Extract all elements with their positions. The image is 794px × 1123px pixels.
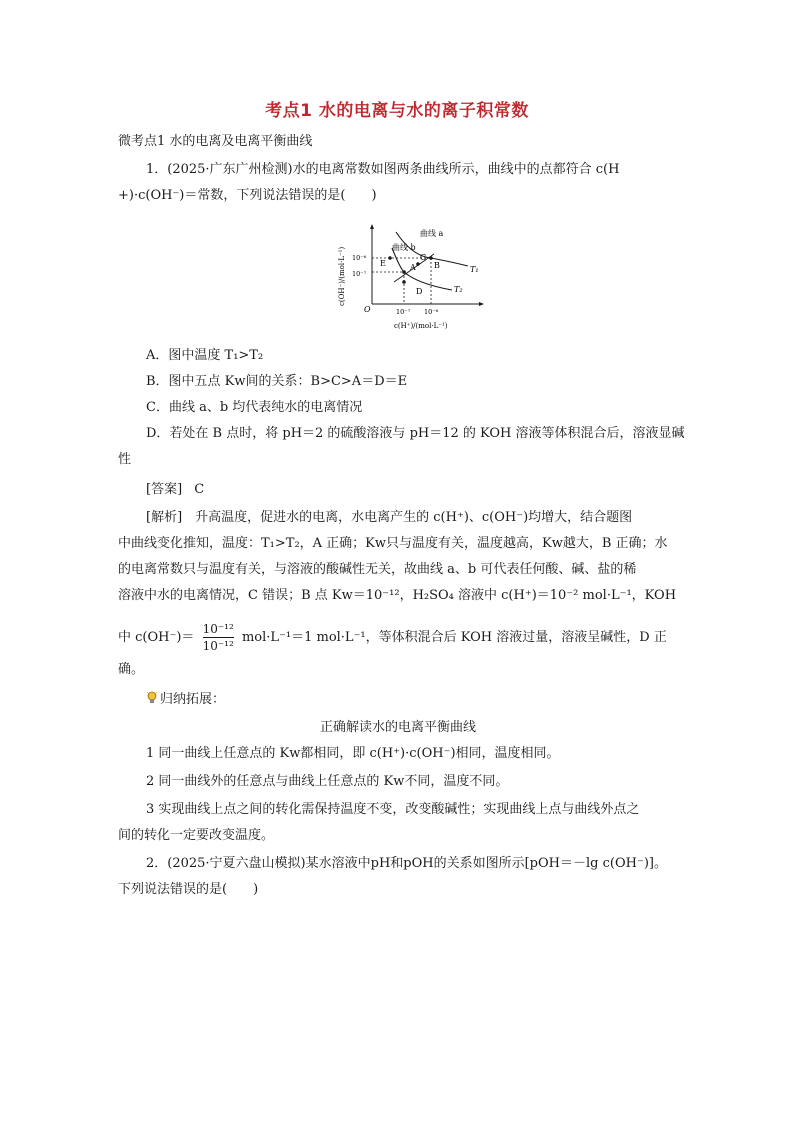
- fraction-bar: [203, 637, 234, 638]
- question-1-stem-line-2: +)·c(OH⁻)＝常数，下列说法错误的是( ): [118, 188, 377, 203]
- summary-point-2: 2 同一曲线外的任意点与曲线上任意点的 Kw不同，温度不同。: [146, 774, 509, 789]
- point-e-label: E: [380, 259, 386, 268]
- option-a: A．图中温度 T₁>T₂: [146, 348, 264, 363]
- curve-a-label: 曲线 a: [420, 229, 444, 238]
- question-1-stem-line-1: 1．(2025·广东广州检测)水的电离常数如图两条曲线所示，曲线中的点都符合 c(H: [146, 162, 620, 177]
- point-a: [402, 270, 406, 274]
- point-a-label: A: [410, 263, 416, 272]
- option-c: C．曲线 a、b 均代表纯水的电离情况: [146, 400, 363, 415]
- xtick-high: 10⁻⁶: [424, 308, 439, 316]
- analysis-line-6: 确。: [118, 662, 145, 677]
- summary-point-3-line-1: 3 实现曲线上点之间的转化需保持温度不变，改变酸碱性；实现曲线上点与曲线外点之: [146, 802, 640, 817]
- point-e: [388, 256, 392, 260]
- t2-label: T₂: [454, 285, 463, 294]
- subtopic-heading: 微考点1 水的电离及电离平衡曲线: [118, 134, 313, 149]
- answer-row: [146, 480, 706, 500]
- origin-label: O: [364, 305, 371, 314]
- summary-point-3-line-2: 间的转化一定要改变温度。: [118, 828, 275, 843]
- fraction-numerator: 10⁻¹²: [202, 622, 234, 636]
- analysis-line-2: 中曲线变化推知，温度：T₁>T₂，A 正确；Kw只与温度有关，温度越高，Kw越大，B 正确；水: [118, 536, 668, 551]
- point-c-label: C: [420, 253, 427, 262]
- analysis-line-5-prefix: 中 c(OH⁻)＝: [118, 630, 195, 645]
- summary-point-1: 1 同一曲线上任意点的 Kw都相同，即 c(H⁺)·c(OH⁻)相同，温度相同。: [146, 746, 560, 761]
- summary-subtitle: 正确解读水的电离平衡曲线: [319, 720, 476, 735]
- question-2-stem-line-2: 下列说法错误的是( ): [118, 882, 259, 897]
- point-c: [416, 262, 420, 266]
- xtick-low: 10⁻⁷: [396, 308, 411, 316]
- point-d-marker: [402, 280, 406, 284]
- ytick-high: 10⁻⁶: [352, 254, 367, 262]
- t1-label: T₁: [470, 265, 479, 274]
- summary-header-row: [146, 690, 706, 710]
- summary-header: 归纳拓展：: [160, 692, 226, 707]
- curve-b-label: 曲线 b: [392, 243, 416, 252]
- x-axis-label: c(H⁺)/(mol·L⁻¹): [394, 322, 448, 330]
- y-axis-label: c(OH⁻)/(mol·L⁻¹): [338, 246, 346, 306]
- fraction: [203, 622, 234, 653]
- lightbulb-icon: [146, 691, 158, 705]
- point-d-label: D: [416, 287, 423, 296]
- analysis-line-4: 溶液中水的电离情况，C 错误；B 点 Kw＝10⁻¹²，H₂SO₄ 溶液中 c(H⁺)＝10⁻² mol·L⁻¹，KOH: [118, 588, 677, 603]
- point-b: [429, 256, 433, 260]
- analysis-line-5-suffix: mol·L⁻¹＝1 mol·L⁻¹，等体积混合后 KOH 溶液过量，溶液呈碱性，D 正: [241, 630, 667, 645]
- option-d-line-1: D．若处在 B 点时，将 pH＝2 的硫酸溶液与 pH＝12 的 KOH 溶液等体积混合后，溶液显碱: [146, 426, 685, 441]
- analysis-line-1: [解析] 升高温度，促进水的电离，水电离产生的 c(H⁺)、c(OH⁻)均增大，结合题图: [146, 510, 633, 525]
- question-2-stem-line-1: 2．(2025·宁夏六盘山模拟)某水溶液中pH和pOH的关系如图所示[pOH＝－lg c(OH⁻)]。: [146, 856, 667, 871]
- y-axis-arrow: [370, 224, 374, 229]
- x-axis-arrow: [479, 302, 484, 306]
- point-b-label: B: [434, 261, 440, 270]
- ytick-low: 10⁻⁷: [352, 270, 367, 278]
- analysis-line-5: [118, 622, 678, 653]
- option-b: B．图中五点 Kw间的关系：B>C>A＝D＝E: [146, 374, 408, 389]
- ionization-curve-figure: [334, 222, 494, 338]
- option-d-line-2: 性: [118, 452, 132, 467]
- analysis-line-3: 的电离常数只与温度有关，与溶液的酸碱性无关，故曲线 a、b 可代表任何酸、碱、盐的稀: [118, 562, 637, 577]
- answer-label: [答案]: [146, 482, 183, 497]
- answer-value: C: [194, 482, 205, 497]
- page-title: 考点1 水的电离与水的离子积常数: [265, 101, 529, 121]
- fraction-denominator: 10⁻¹²: [202, 639, 234, 653]
